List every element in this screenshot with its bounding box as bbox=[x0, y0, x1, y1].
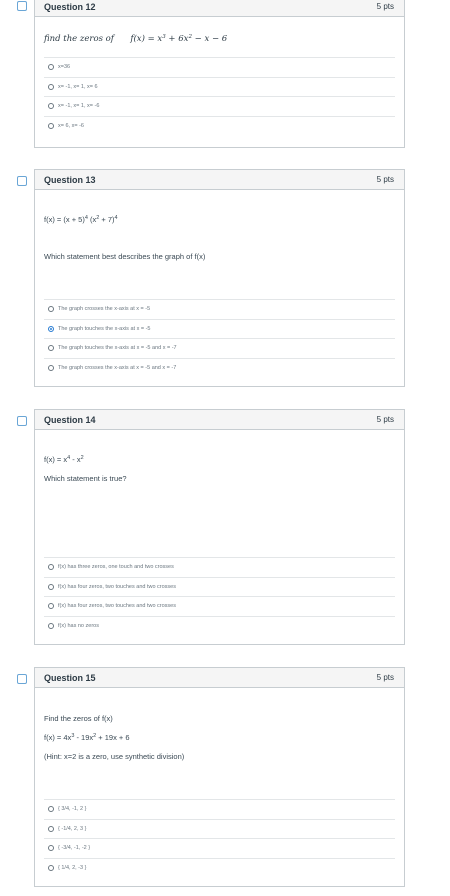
answer-option[interactable]: x= -1, x= 1, x= -6 bbox=[44, 96, 395, 116]
question-prompt: Which statement is true? bbox=[44, 474, 127, 483]
question-card-14 bbox=[34, 409, 405, 645]
radio-button[interactable] bbox=[48, 365, 54, 371]
radio-button[interactable] bbox=[48, 64, 54, 70]
question-card-13 bbox=[34, 169, 405, 387]
radio-button[interactable] bbox=[48, 123, 54, 129]
question-header bbox=[35, 668, 404, 688]
question-function: $f(x) = (x + 5)^4$ $(x^2 + 7)^4$ bbox=[44, 215, 118, 224]
answer-option[interactable]: { 3/4, -1, 2 } bbox=[44, 799, 395, 819]
answer-option[interactable]: x=36 bbox=[44, 57, 395, 77]
radio-button[interactable] bbox=[48, 584, 54, 590]
radio-button[interactable] bbox=[48, 306, 54, 312]
question-prompt: Which statement best describes the graph of f(x) bbox=[44, 252, 206, 261]
answer-option[interactable]: The graph crosses the x-axis at x = -5 and x = -7 bbox=[44, 358, 395, 378]
question-title: Question 12 bbox=[44, 1, 96, 12]
answer-option-selected[interactable]: The graph touches the x-axis at x = -5 bbox=[44, 319, 395, 339]
question-points: 5 pts bbox=[376, 673, 394, 682]
radio-button[interactable] bbox=[48, 623, 54, 629]
answer-option[interactable]: { 1/4, 2, -3 } bbox=[44, 858, 395, 878]
answer-option[interactable]: The graph crosses the x-axis at x = -5 bbox=[44, 299, 395, 319]
answer-option[interactable]: x= -1, x= 1, x= 6 bbox=[44, 77, 395, 97]
flag-question-icon[interactable] bbox=[17, 674, 27, 684]
answer-option[interactable]: f(x) has no zeros bbox=[44, 616, 395, 636]
answer-option[interactable]: f(x) has four zeros, two touches and two crosses bbox=[44, 577, 395, 597]
flag-question-icon[interactable] bbox=[17, 1, 27, 11]
radio-button[interactable] bbox=[48, 84, 54, 90]
question-prompt: find the zeros of $f(x) = x^3 + 6x^2 - x - 6$ bbox=[44, 34, 228, 44]
question-title: Question 15 bbox=[44, 672, 96, 683]
question-header bbox=[35, 410, 404, 430]
question-hint: (Hint: x=2 is a zero, use synthetic division) bbox=[44, 752, 185, 761]
question-function: $f(x) = x^4 - x^2$ bbox=[44, 455, 84, 464]
radio-button-selected[interactable] bbox=[48, 326, 54, 332]
radio-button[interactable] bbox=[48, 806, 54, 812]
question-function: $f(x) = 4x^3 - 19x^2 + 19x + 6$ bbox=[44, 733, 130, 742]
radio-button[interactable] bbox=[48, 826, 54, 832]
radio-button[interactable] bbox=[48, 845, 54, 851]
question-points: 5 pts bbox=[376, 2, 394, 11]
answer-option[interactable]: f(x) has four zeros, two touches and two crosses bbox=[44, 596, 395, 616]
answer-list bbox=[44, 299, 395, 377]
answer-option[interactable]: { -1/4, 2, 3 } bbox=[44, 819, 395, 839]
question-title: Question 13 bbox=[44, 174, 96, 185]
flag-question-icon[interactable] bbox=[17, 416, 27, 426]
radio-button[interactable] bbox=[48, 345, 54, 351]
question-title: Question 14 bbox=[44, 414, 96, 425]
answer-option[interactable]: x= 6, x= -6 bbox=[44, 116, 395, 136]
question-points: 5 pts bbox=[376, 415, 394, 424]
question-card-12 bbox=[34, 0, 405, 148]
question-card-15 bbox=[34, 667, 405, 887]
question-prompt: Find the zeros of f(x) bbox=[44, 714, 113, 723]
answer-option[interactable]: The graph touches the x-axis at x = -5 and x = -7 bbox=[44, 338, 395, 358]
answer-option[interactable]: { -3/4, -1, -2 } bbox=[44, 838, 395, 858]
answer-list bbox=[44, 799, 395, 877]
answer-list bbox=[44, 557, 395, 635]
radio-button[interactable] bbox=[48, 564, 54, 570]
answer-option[interactable]: f(x) has three zeros, one touch and two crosses bbox=[44, 557, 395, 577]
answer-list bbox=[44, 57, 395, 135]
radio-button[interactable] bbox=[48, 865, 54, 871]
question-header bbox=[35, 0, 404, 17]
radio-button[interactable] bbox=[48, 603, 54, 609]
question-points: 5 pts bbox=[376, 175, 394, 184]
question-header bbox=[35, 170, 404, 190]
flag-question-icon[interactable] bbox=[17, 176, 27, 186]
radio-button[interactable] bbox=[48, 103, 54, 109]
